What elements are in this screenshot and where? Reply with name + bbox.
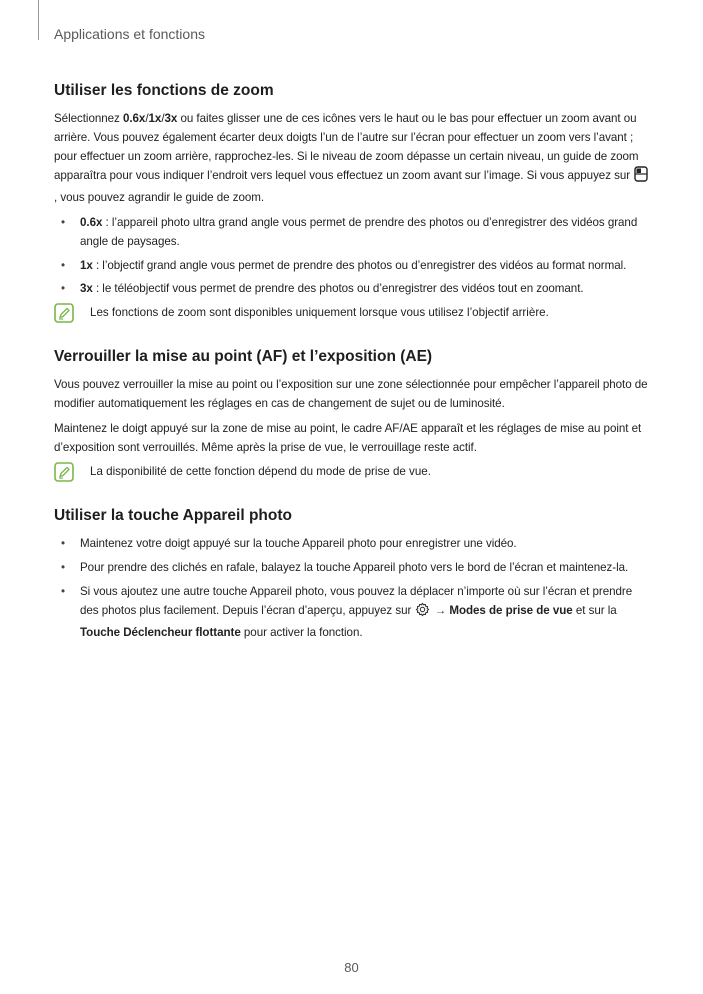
note-zoom (54, 304, 650, 324)
note-text: La disponibilité de cette fonction dépend du mode de prise de vue. (90, 465, 431, 479)
section-title-shutter: Utiliser la touche Appareil photo (54, 507, 292, 525)
header-rule (38, 0, 39, 40)
bullet-key: 0.6x (80, 215, 103, 229)
bullet-text: Pour prendre des clichés en rafale, balayez la touche Appareil photo vers le bord de l’écran et maintenez-la. (80, 561, 629, 575)
list-item (54, 559, 650, 578)
arrow-text: → (431, 603, 450, 617)
bullet-dot: • (61, 258, 66, 272)
bullet-dot: • (61, 537, 66, 551)
bullet-text: : l’appareil photo ultra grand angle vous permet de prendre des photos ou d’enregistrer des vidéos grand angle de paysages. (80, 215, 638, 248)
shutter-bullet-list (54, 535, 650, 642)
zoom-option-0-6x: 0.6x (122, 112, 146, 125)
bullet-dot: • (61, 215, 66, 229)
text-run: / (161, 112, 165, 125)
bullet-text: Si vous ajoutez une autre touche Appareil photo, vous pouvez la déplacer n’importe où sur l’écran et prendre des photos plus facilement. Depuis l’écran d’aperçu, appuyez sur (80, 584, 633, 617)
bullet-dot: • (61, 561, 66, 575)
zoom-intro (54, 110, 650, 208)
note-text: Les fonctions de zoom sont disponibles uniquement lorsque vous utilisez l’objectif arrière. (90, 306, 549, 320)
paragraph: Vous pouvez verrouiller la mise au point ou l’exposition sur une zone sélectionnée pour empêcher l’appareil photo de modifier automatiquement les réglages en cas de changement de sujet ou de luminosité. (54, 378, 648, 410)
section-zoom (54, 82, 650, 324)
text-run: ou faites glisser une de ces icônes vers le haut ou le bas pour effectuer un zoom avant ou arrière. Vous pouvez également écarter deux doigts l’un de l’autre sur l’écran pour effectuer un zoom vers l’avant ; pour effectuer un zoom arrière, rapprochez-les. Si le niveau de zoom dépasse un certain niveau, un guide de zoom apparaîtra pour vous indiquer l’endroit vers lequel vous effectuez un zoom avant sur l’image. Si vous appuyez sur (54, 112, 639, 183)
note-pencil-icon (54, 303, 74, 323)
menu-path-modes: Modes de prise de vue (449, 603, 573, 617)
gear-icon (415, 602, 430, 624)
bullet-text: et sur la (572, 603, 617, 617)
list-item (54, 583, 650, 642)
list-item (54, 257, 650, 276)
section-af-ae (54, 348, 650, 483)
zoom-guide-icon (634, 166, 648, 189)
list-item (54, 214, 650, 252)
text-run: , vous pouvez agrandir le guide de zoom. (54, 191, 265, 205)
text-run: Sélectionnez (54, 112, 123, 125)
section-title-zoom: Utiliser les fonctions de zoom (54, 82, 274, 99)
text-run: / (145, 112, 149, 125)
bullet-text: : l’objectif grand angle vous permet de prendre des photos ou d’enregistrer des vidéos au format normal. (92, 258, 627, 272)
option-floating-shutter: Touche Déclencheur flottante (80, 625, 241, 639)
zoom-bullet-list (54, 214, 650, 299)
bullet-text: : le téléobjectif vous permet de prendre des photos ou d’enregistrer des vidéos tout en zoomant. (92, 282, 584, 296)
list-item (54, 535, 650, 554)
bullet-key: 1x (80, 258, 93, 272)
section-shutter (54, 507, 650, 642)
section-title-af-ae: Verrouiller la mise au point (AF) et l’exposition (AE) (54, 348, 433, 366)
page-content (54, 82, 650, 666)
bullet-dot: • (61, 282, 66, 296)
list-item (54, 280, 650, 299)
page-number: 80 (344, 960, 359, 975)
bullet-dot: • (61, 584, 66, 598)
bullet-text: Maintenez votre doigt appuyé sur la touche Appareil photo pour enregistrer une vidéo. (80, 537, 517, 551)
zoom-option-3x: 3x (164, 112, 178, 125)
bullet-key: 3x (80, 282, 93, 296)
zoom-option-1x: 1x (148, 112, 162, 125)
paragraph: Maintenez le doigt appuyé sur la zone de mise au point, le cadre AF/AE apparaît et les réglages de mise au point et d’exposition sont verrouillés. Même après la prise de vue, le verrouillage reste actif. (54, 421, 642, 454)
header-title: Applications et fonctions (54, 26, 205, 42)
bullet-text: pour activer la fonction. (240, 625, 363, 639)
note-pencil-icon (54, 462, 74, 482)
note-af-ae (54, 463, 650, 483)
